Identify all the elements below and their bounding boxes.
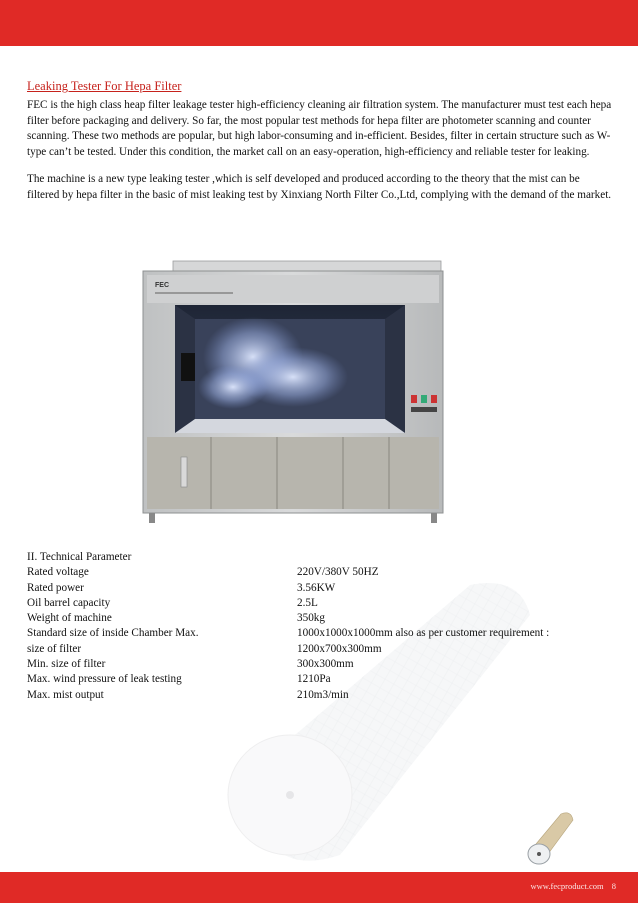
param-label: Weight of machine bbox=[27, 612, 112, 625]
param-value: 300x300mm bbox=[297, 658, 354, 671]
param-value: 1000x1000x1000mm also as per customer requirement : bbox=[297, 627, 550, 640]
param-label: Standard size of inside Chamber Max. bbox=[27, 627, 199, 640]
hepa-filter-small-image bbox=[523, 806, 578, 866]
param-label: size of filter bbox=[27, 642, 82, 655]
param-label: Min. size of filter bbox=[27, 658, 106, 671]
footer-bar bbox=[0, 872, 638, 903]
param-value: 3.56KW bbox=[297, 581, 336, 594]
param-value: 1200x700x300mm bbox=[297, 642, 382, 655]
param-row bbox=[27, 672, 617, 687]
header-bar bbox=[0, 0, 638, 46]
param-row bbox=[27, 596, 617, 611]
param-label: Max. mist output bbox=[27, 688, 104, 701]
tech-heading: II. Technical Parameter bbox=[27, 551, 132, 563]
param-value: 210m3/min bbox=[297, 688, 349, 701]
technical-parameters bbox=[27, 550, 617, 703]
leak-tester-machine-image bbox=[133, 247, 463, 525]
param-row bbox=[27, 688, 617, 703]
param-row bbox=[27, 626, 617, 641]
footer-website-link[interactable]: www.fecproduct.com bbox=[530, 881, 604, 891]
param-value: 350kg bbox=[297, 612, 325, 625]
param-value: 2.5L bbox=[297, 596, 318, 609]
param-row bbox=[27, 642, 617, 657]
param-row bbox=[27, 581, 617, 596]
param-row bbox=[27, 611, 617, 626]
machine-paragraph: The machine is a new type leaking tester ,which is self developed and produced according to the theory that the mist can be filtered by hepa filter in the basic of mist leaking test by Xinxiang North Filter Co.,Ltd, complying with the demand of the market. bbox=[27, 173, 612, 201]
param-value: 220V/380V 50HZ bbox=[297, 566, 379, 579]
param-row bbox=[27, 565, 617, 580]
param-value: 1210Pa bbox=[297, 673, 331, 686]
param-label: Rated power bbox=[27, 581, 84, 594]
main-content bbox=[27, 79, 612, 216]
param-row bbox=[27, 657, 617, 672]
param-label: Oil barrel capacity bbox=[27, 596, 111, 609]
footer-text bbox=[525, 881, 616, 891]
param-label: Rated voltage bbox=[27, 566, 89, 579]
intro-paragraph: FEC is the high class heap filter leakage tester high-efficiency cleaning air filtration system. The manufacturer must test each hepa filter before packaging and delivery. So far, the most popular test methods for hepa filter are photometer scanning and counter scanning. These two methods are popular, but high labor-consuming and in-efficient. Besides, filter in certain structure such as W-type can’t be tested. Under this condition, the market call on an easy-operation, high-efficiency and reliable tester for leaking. bbox=[27, 99, 612, 158]
page-number: 8 bbox=[611, 881, 616, 891]
svg-text:FEC: FEC bbox=[155, 282, 169, 289]
param-label: Max. wind pressure of leak testing bbox=[27, 673, 182, 686]
page-title: Leaking Tester For Hepa Filter bbox=[27, 79, 182, 93]
